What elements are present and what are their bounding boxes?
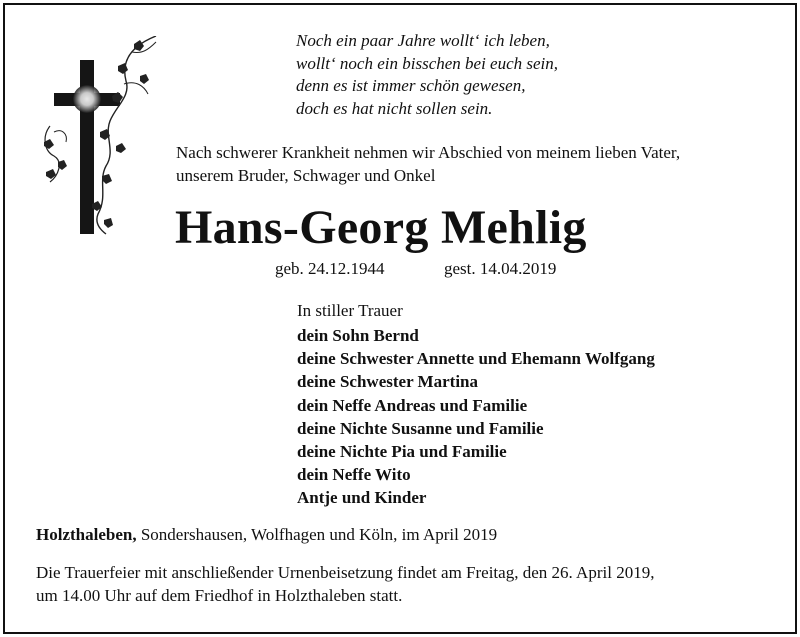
funeral-service-info xyxy=(36,562,776,607)
service-line: um 14.00 Uhr auf dem Friedhof in Holzthaleben statt. xyxy=(36,585,403,605)
place-town: Holzthaleben, xyxy=(36,525,137,544)
place-and-date xyxy=(36,524,497,546)
poem xyxy=(296,30,558,120)
mourners-list xyxy=(297,324,655,510)
mourner-item: deine Schwester Annette und Ehemann Wolfgang xyxy=(297,349,655,369)
mourner-item: dein Neffe Andreas und Familie xyxy=(297,395,528,415)
mourner-item: deine Schwester Martina xyxy=(297,372,478,392)
mourning-heading: In stiller Trauer xyxy=(297,301,403,320)
place-rest: Sondershausen, Wolfhagen und Köln, im April 2019 xyxy=(136,525,498,544)
poem-line: denn es ist immer schön gewesen, xyxy=(296,76,526,95)
service-line: Die Trauerfeier mit anschließender Urnenbeisetzung findet am Freitag, den 26. April 2019, xyxy=(36,563,655,582)
mourner-item: deine Nichte Susanne und Familie xyxy=(297,418,544,438)
poem-line: Noch ein paar Jahre wollt‘ ich leben, xyxy=(296,31,550,50)
birth-date: geb. 24.12.1944 xyxy=(275,259,385,278)
deceased-name: Hans-Georg Mehlig xyxy=(175,201,587,254)
intro-line: unserem Bruder, Schwager und Onkel xyxy=(176,165,436,185)
mourner-item: deine Nichte Pia und Familie xyxy=(297,442,507,462)
intro-text xyxy=(176,142,776,187)
mourner-item: dein Neffe Wito xyxy=(297,465,411,485)
cross-ivy-svg xyxy=(36,36,166,236)
mourner-item: dein Sohn Bernd xyxy=(297,326,419,345)
death-date: gest. 14.04.2019 xyxy=(444,259,557,278)
poem-line: doch es hat nicht sollen sein. xyxy=(296,98,493,118)
intro-line: Nach schwerer Krankheit nehmen wir Abschied von meinem lieben Vater, xyxy=(176,143,681,162)
poem-line: wollt‘ noch ein bisschen bei euch sein, xyxy=(296,53,559,73)
cross-with-ivy-icon xyxy=(36,36,166,236)
mourner-item: Antje und Kinder xyxy=(297,488,427,508)
